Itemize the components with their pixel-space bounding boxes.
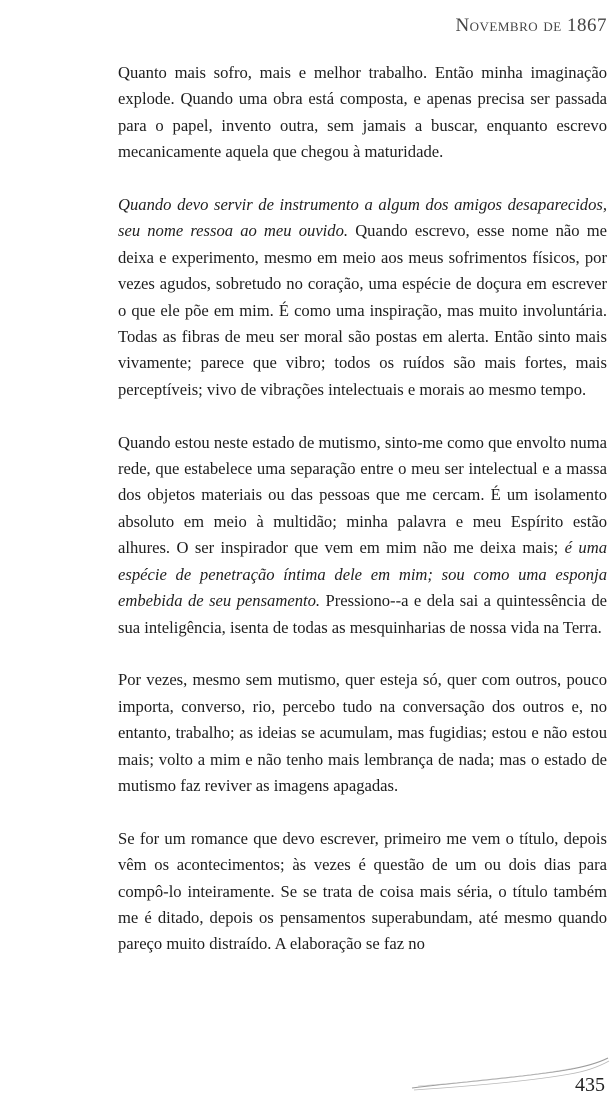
- paragraph-1-text: Quanto mais sofro, mais e melhor trabalho. Então minha imaginação explode. Quando uma obra está composta, e apenas precisa ser passada para o papel, invento outra, sem jamais a buscar, enquanto escrevo mecanicamente aquela que chegou à maturidade.: [118, 63, 607, 162]
- paragraph-2-text: Quando escrevo, esse nome não me deixa e experimento, mesmo em meio aos meus sofrimentos físicos, por vezes agudos, sobretudo no coração, uma espécie de doçura em escrever o que ele põe em mim. É como uma inspiração, mas muito involuntária. Todas as fibras de meu ser moral são postas em alerta. Então sinto mais vivamente; parece que vibro; todos os ruídos são mais fortes, mais perceptíveis; vivo de vibrações intelectuais e morais ao mesmo tempo.: [118, 221, 607, 399]
- paragraph-2-italic: Quando devo servir de instrumento a algum dos amigos desaparecidos, seu nome ressoa ao meu ouvido.: [118, 195, 607, 241]
- paragraph-3: [118, 430, 607, 641]
- body-text: [118, 60, 607, 958]
- running-header-title: Novembro de 1867: [455, 15, 607, 36]
- paragraph-5-text: Se for um romance que devo escrever, primeiro me vem o título, depois vêm os acontecimentos; às vezes é questão de um ou dois dias para compô-lo inteiramente. Se se trata de coisa mais séria, o título também me é ditado, depois os pensamentos superabundam, até mesmo quando pareço muito distraído. A elaboração se faz no: [118, 828, 607, 954]
- paragraph-4-text: Por vezes, mesmo sem mutismo, quer esteja só, quer com outros, pouco importa, converso, rio, percebo tudo na conversação dos outros e, no entanto, trabalho; as ideias se acumulam, mas fugidias; estou e não estou mais; volto a mim e não tenho mais lembrança de nada; mas o estado de mutismo faz reviver as imagens apagadas.: [118, 670, 607, 795]
- paragraph-5: [118, 826, 607, 958]
- paragraph-3-text: Quando estou neste estado de mutismo, sinto-me como que envolto numa rede, que estabelece uma separação entre o meu ser intelectual e a massa dos objetos materiais ou das pessoas que me cercam. É um isolamento absoluto em meio à multidão; minha palavra e meu Espírito estão alhures. O ser inspirador que vem em mim não me deixa mais;: [118, 432, 607, 558]
- paragraph-1: [118, 60, 607, 166]
- paragraph-2: [118, 192, 607, 403]
- paragraph-3-text-end: Pressiono-​-a e dela sai a quintessência de sua inteligência, isenta de todas as mesquinharias de nossa vida na Terra.: [118, 591, 607, 637]
- paragraph-3-italic: é uma espécie de penetração íntima dele em mim; sou como uma esponja embebida de seu pensamento.: [118, 538, 608, 611]
- page-number: 435: [575, 1074, 605, 1096]
- paragraph-4: [118, 667, 607, 799]
